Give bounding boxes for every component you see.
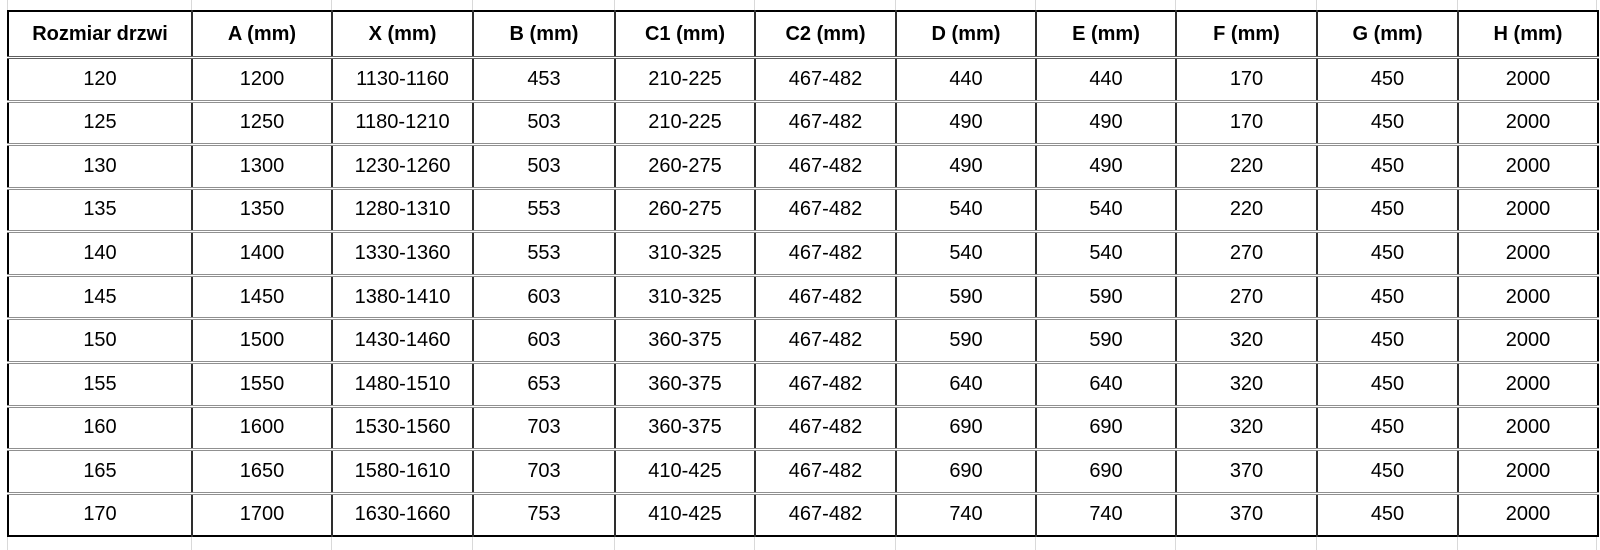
table-cell: 1280-1310 — [332, 188, 473, 232]
table-row — [8, 58, 1598, 102]
table-cell: 360-375 — [615, 406, 755, 450]
table-row — [8, 493, 1598, 536]
gridline-stub — [331, 0, 332, 10]
table-cell: 450 — [1317, 450, 1458, 494]
gridline-stub — [1035, 537, 1036, 550]
table-cell: 440 — [1036, 58, 1176, 102]
table-cell: 490 — [1036, 101, 1176, 145]
gridline-stub — [1596, 0, 1597, 10]
table-header-row — [8, 11, 1598, 58]
table-cell: 1200 — [192, 58, 332, 102]
table-cell: 467-482 — [755, 145, 896, 189]
gridline-stub — [1316, 537, 1317, 550]
gridline-stub — [614, 0, 615, 10]
table-cell: 1230-1260 — [332, 145, 473, 189]
table-cell: 467-482 — [755, 275, 896, 319]
table-cell: 140 — [8, 232, 192, 276]
table-cell: 2000 — [1458, 406, 1598, 450]
table-cell: 450 — [1317, 362, 1458, 406]
table-cell: 160 — [8, 406, 192, 450]
table-cell: 1600 — [192, 406, 332, 450]
table-cell: 740 — [896, 493, 1036, 536]
gridline-stub — [614, 537, 615, 550]
table-cell: 590 — [896, 319, 1036, 363]
table-cell: 155 — [8, 362, 192, 406]
table-cell: 360-375 — [615, 362, 755, 406]
table-cell: 467-482 — [755, 101, 896, 145]
table-cell: 310-325 — [615, 275, 755, 319]
table-cell: 450 — [1317, 406, 1458, 450]
table-cell: 220 — [1176, 145, 1317, 189]
table-row — [8, 145, 1598, 189]
column-header: B (mm) — [473, 11, 615, 58]
table-cell: 450 — [1317, 188, 1458, 232]
table-cell: 125 — [8, 101, 192, 145]
table-cell: 690 — [896, 450, 1036, 494]
table-cell: 490 — [896, 101, 1036, 145]
table-row — [8, 101, 1598, 145]
gridline-stub — [895, 0, 896, 10]
table-cell: 1330-1360 — [332, 232, 473, 276]
gridline-stub — [191, 0, 192, 10]
table-cell: 450 — [1317, 58, 1458, 102]
table-cell: 2000 — [1458, 232, 1598, 276]
gridline-stub — [895, 537, 896, 550]
table-cell: 320 — [1176, 319, 1317, 363]
table-cell: 1350 — [192, 188, 332, 232]
gridline-stub — [331, 537, 332, 550]
table-cell: 170 — [8, 493, 192, 536]
table-cell: 2000 — [1458, 58, 1598, 102]
table-cell: 590 — [1036, 275, 1176, 319]
table-cell: 690 — [1036, 406, 1176, 450]
gridline-stub — [472, 537, 473, 550]
table-row — [8, 275, 1598, 319]
table-body — [8, 58, 1598, 537]
table-cell: 170 — [1176, 101, 1317, 145]
gridline-stub — [1457, 537, 1458, 550]
table-cell: 640 — [896, 362, 1036, 406]
column-header: F (mm) — [1176, 11, 1317, 58]
table-cell: 1500 — [192, 319, 332, 363]
table-cell: 453 — [473, 58, 615, 102]
table-cell: 653 — [473, 362, 615, 406]
table-cell: 467-482 — [755, 188, 896, 232]
table-cell: 1250 — [192, 101, 332, 145]
table-cell: 467-482 — [755, 450, 896, 494]
table-cell: 753 — [473, 493, 615, 536]
table-cell: 690 — [896, 406, 1036, 450]
table-cell: 1430-1460 — [332, 319, 473, 363]
gridline-stub — [472, 0, 473, 10]
table-cell: 450 — [1317, 101, 1458, 145]
table-cell: 450 — [1317, 319, 1458, 363]
gridline-stub — [7, 537, 8, 550]
table-cell: 540 — [896, 232, 1036, 276]
table-cell: 270 — [1176, 275, 1317, 319]
table-cell: 1700 — [192, 493, 332, 536]
table-row — [8, 450, 1598, 494]
table-cell: 703 — [473, 450, 615, 494]
column-header: H (mm) — [1458, 11, 1598, 58]
table-cell: 145 — [8, 275, 192, 319]
table-row — [8, 188, 1598, 232]
gridline-stub — [754, 537, 755, 550]
table-cell: 590 — [896, 275, 1036, 319]
gridline-stubs-top — [7, 0, 1597, 10]
table-cell: 490 — [1036, 145, 1176, 189]
table-cell: 703 — [473, 406, 615, 450]
gridline-stub — [1175, 0, 1176, 10]
table-cell: 410-425 — [615, 493, 755, 536]
table-cell: 690 — [1036, 450, 1176, 494]
table-cell: 503 — [473, 145, 615, 189]
table-cell: 553 — [473, 188, 615, 232]
table-cell: 260-275 — [615, 145, 755, 189]
table-cell: 467-482 — [755, 58, 896, 102]
table-cell: 220 — [1176, 188, 1317, 232]
table-cell: 467-482 — [755, 232, 896, 276]
table-cell: 1130-1160 — [332, 58, 473, 102]
table-cell: 370 — [1176, 450, 1317, 494]
table-cell: 540 — [896, 188, 1036, 232]
table-cell: 120 — [83, 67, 117, 90]
table-cell: 467-482 — [755, 493, 896, 536]
table-cell: 540 — [1036, 232, 1176, 276]
table-cell: 450 — [1317, 493, 1458, 536]
table-cell: 360-375 — [615, 319, 755, 363]
table-cell: 2000 — [1458, 493, 1598, 536]
table-cell: 590 — [1036, 319, 1176, 363]
table-cell: 2000 — [1458, 319, 1598, 363]
table-cell: 503 — [473, 101, 615, 145]
table-cell: 1380-1410 — [332, 275, 473, 319]
table-cell: 450 — [1317, 275, 1458, 319]
table-cell: 320 — [1176, 406, 1317, 450]
gridline-stub — [1457, 0, 1458, 10]
gridline-stub — [1035, 0, 1036, 10]
table-row — [8, 232, 1598, 276]
dimensions-table — [7, 10, 1599, 537]
gridline-stub — [754, 0, 755, 10]
table-cell: 320 — [1176, 362, 1317, 406]
gridline-stub — [1316, 0, 1317, 10]
column-header: E (mm) — [1036, 11, 1176, 58]
gridline-stub — [1596, 537, 1597, 550]
table-cell: 260-275 — [615, 188, 755, 232]
table-cell: 467-482 — [755, 319, 896, 363]
table-cell: 1480-1510 — [332, 362, 473, 406]
table-cell: 130 — [8, 145, 192, 189]
gridline-stub — [1175, 537, 1176, 550]
table-cell: 2000 — [1458, 362, 1598, 406]
table-cell: 440 — [896, 58, 1036, 102]
column-header: Rozmiar drzwi — [8, 11, 192, 58]
table-cell: 603 — [473, 275, 615, 319]
column-header: D (mm) — [896, 11, 1036, 58]
table-cell: 1400 — [192, 232, 332, 276]
table-cell: 1550 — [192, 362, 332, 406]
table-row — [8, 319, 1598, 363]
table-cell: 450 — [1317, 145, 1458, 189]
table-cell: 170 — [1176, 58, 1317, 102]
column-header: G (mm) — [1317, 11, 1458, 58]
table-cell: 2000 — [1458, 275, 1598, 319]
table-cell: 370 — [1176, 493, 1317, 536]
table-cell: 150 — [8, 319, 192, 363]
column-header: C2 (mm) — [755, 11, 896, 58]
gridline-stub — [191, 537, 192, 550]
table-cell: 165 — [8, 450, 192, 494]
table-cell: 740 — [1036, 493, 1176, 536]
table-cell: 1580-1610 — [332, 450, 473, 494]
table-row — [8, 11, 1598, 58]
table-row — [8, 362, 1598, 406]
table-cell: 1300 — [192, 145, 332, 189]
table-row — [8, 406, 1598, 450]
table-cell: 210-225 — [615, 58, 755, 102]
gridline-stub — [7, 0, 8, 10]
column-header: A (mm) — [192, 11, 332, 58]
table-cell: 1180-1210 — [332, 101, 473, 145]
table-cell: 2000 — [1458, 101, 1598, 145]
table-cell: 640 — [1036, 362, 1176, 406]
table-cell: 2000 — [1458, 450, 1598, 494]
table-cell: 1450 — [192, 275, 332, 319]
table-cell: 2000 — [1458, 145, 1598, 189]
gridline-stubs-bottom — [7, 537, 1597, 550]
table-cell: 1630-1660 — [332, 493, 473, 536]
table-cell: 270 — [1176, 232, 1317, 276]
column-header: X (mm) — [332, 11, 473, 58]
table-cell: 467-482 — [755, 362, 896, 406]
table-cell: 1650 — [192, 450, 332, 494]
table-cell: 603 — [473, 319, 615, 363]
table-cell: 135 — [8, 188, 192, 232]
table-cell: 410-425 — [615, 450, 755, 494]
table-cell: 467-482 — [755, 406, 896, 450]
table-cell: 490 — [896, 145, 1036, 189]
table-cell: 553 — [473, 232, 615, 276]
table-cell: 210-225 — [615, 101, 755, 145]
table-cell: 2000 — [1458, 188, 1598, 232]
table-cell: 1530-1560 — [332, 406, 473, 450]
column-header: C1 (mm) — [615, 11, 755, 58]
table-cell: 540 — [1036, 188, 1176, 232]
table-cell: 310-325 — [615, 232, 755, 276]
table-cell: 450 — [1317, 232, 1458, 276]
